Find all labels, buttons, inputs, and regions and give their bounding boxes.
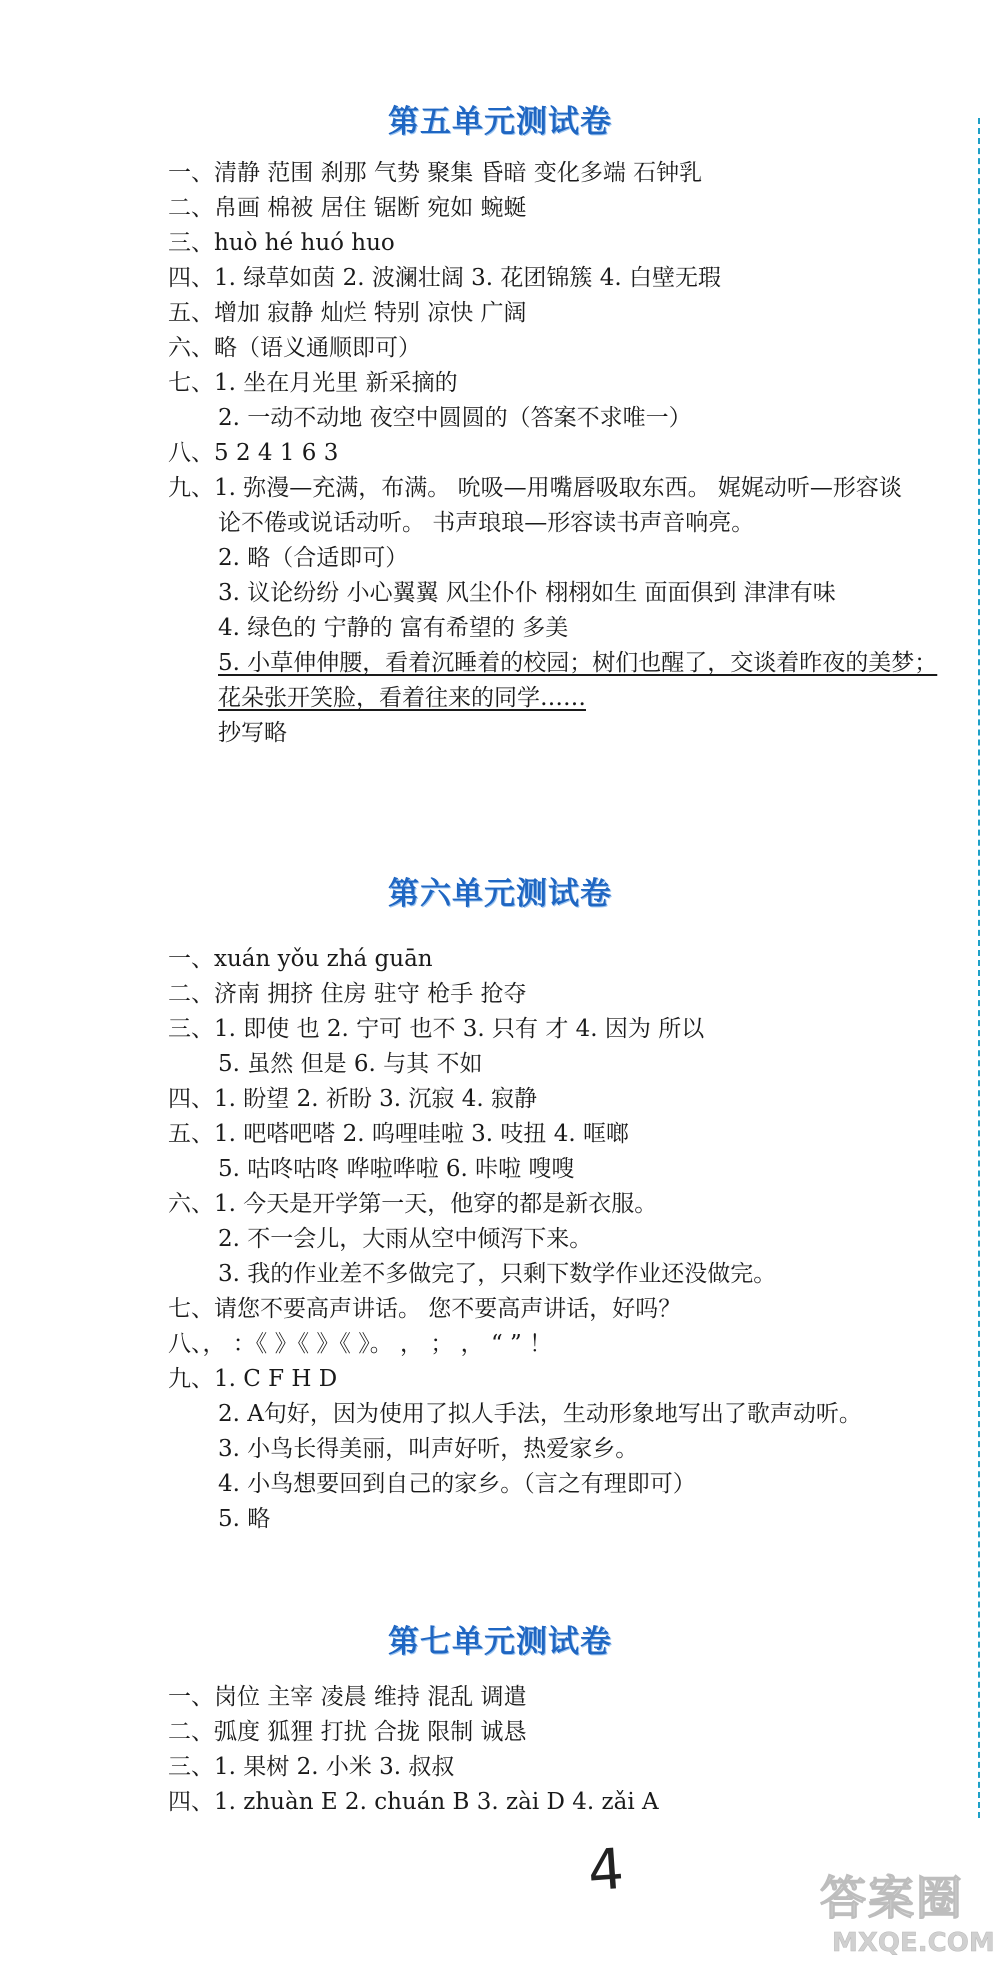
answer-line: 2. 一动不动地 夜空中圆圆的（答案不求唯一）: [218, 405, 692, 431]
answer-line: 九、1. 弥漫—充满，布满。 吮吸—用嘴唇吸取东西。 娓娓动听—形容谈: [168, 475, 902, 501]
answer-line: 四、1. zhuàn E 2. chuán B 3. zài D 4. zǎi A: [168, 1789, 659, 1815]
handwritten-page-number: 4: [585, 1836, 626, 1905]
answer-line: 2. 不一会儿，大雨从空中倾泻下来。: [218, 1226, 593, 1252]
answer-line: 5. 虽然 但是 6. 与其 不如: [218, 1051, 483, 1077]
answer-line: 2. A句好，因为使用了拟人手法，生动形象地写出了歌声动听。: [218, 1401, 862, 1427]
watermark-url: MXQE.COM: [832, 1928, 995, 1958]
answer-line: 六、1. 今天是开学第一天，他穿的都是新衣服。: [168, 1191, 658, 1217]
answer-line: 七、请您不要高声讲话。 您不要高声讲话，好吗？: [168, 1296, 682, 1322]
answer-line: 二、济南 拥挤 住房 驻守 枪手 抢夺: [168, 981, 527, 1007]
answer-line: 二、弧度 狐狸 打扰 合拢 限制 诚恳: [168, 1719, 527, 1745]
unit6-title: 第六单元测试卷: [388, 876, 612, 912]
answer-line: 八、， ：《 》《 》《 》。 ， ； ， “ ” ！: [168, 1331, 553, 1357]
answer-line: 5. 略: [218, 1506, 271, 1532]
answer-line: 三、huò hé huó huo: [168, 230, 395, 256]
answer-line: 二、帛画 棉被 居住 锯断 宛如 蜿蜒: [168, 195, 527, 221]
answer-line: 5. 小草伸伸腰，看着沉睡着的校园；树们也醒了，交谈着昨夜的美梦；: [218, 650, 938, 676]
unit7-answers: [168, 1680, 968, 1820]
answer-line: 论不倦或说话动听。 书声琅琅—形容读书声音响亮。: [218, 510, 755, 536]
answer-line: 七、1. 坐在月光里 新采摘的: [168, 370, 458, 396]
answer-line: 九、1. C F H D: [168, 1366, 338, 1392]
answer-line: 4. 绿色的 宁静的 富有希望的 多美: [218, 615, 569, 641]
answer-line: 六、略（语义通顺即可）: [168, 335, 421, 361]
answer-line: 四、1. 绿草如茵 2. 波澜壮阔 3. 花团锦簇 4. 白壁无瑕: [168, 265, 721, 291]
watermark-logo: [820, 1862, 995, 1972]
watermark-text: 答案圈: [820, 1871, 964, 1925]
answer-line: 花朵张开笑脸，看着往来的同学……: [218, 685, 586, 711]
answer-line: 3. 议论纷纷 小心翼翼 风尘仆仆 栩栩如生 面面俱到 津津有味: [218, 580, 836, 606]
answer-line: 一、岗位 主宰 凌晨 维持 混乱 调遣: [168, 1684, 527, 1710]
unit7-title: 第七单元测试卷: [388, 1624, 612, 1660]
answer-line: 3. 小鸟长得美丽，叫声好听，热爱家乡。: [218, 1436, 639, 1462]
answer-line: 抄写略: [218, 720, 287, 746]
unit5-answers: [168, 156, 968, 751]
answer-line: 3. 我的作业差不多做完了，只剩下数学作业还没做完。: [218, 1261, 777, 1287]
answer-line: 一、xuán yǒu zhá guān: [168, 946, 433, 972]
answer-line: 三、1. 果树 2. 小米 3. 叔叔: [168, 1754, 455, 1780]
answer-line: 三、1. 即使 也 2. 宁可 也不 3. 只有 才 4. 因为 所以: [168, 1016, 705, 1042]
answer-line: 五、增加 寂静 灿烂 特别 凉快 广阔: [168, 300, 527, 326]
answer-line: 5. 咕咚咕咚 哗啦哗啦 6. 咔啦 嗖嗖: [218, 1156, 575, 1182]
answer-line: 四、1. 盼望 2. 祈盼 3. 沉寂 4. 寂静: [168, 1086, 537, 1112]
answer-line: 4. 小鸟想要回到自己的家乡。（言之有理即可）: [218, 1471, 696, 1497]
unit6-answers: [168, 942, 968, 1537]
answer-line: 五、1. 吧嗒吧嗒 2. 呜哩哇啦 3. 吱扭 4. 哐啷: [168, 1121, 629, 1147]
binding-guide-line: [978, 118, 980, 1818]
answer-line: 八、5 2 4 1 6 3: [168, 440, 339, 466]
unit5-title: 第五单元测试卷: [388, 104, 612, 140]
answer-line: 一、清静 范围 刹那 气势 聚集 昏暗 变化多端 石钟乳: [168, 160, 703, 186]
answer-line: 2. 略（合适即可）: [218, 545, 409, 571]
